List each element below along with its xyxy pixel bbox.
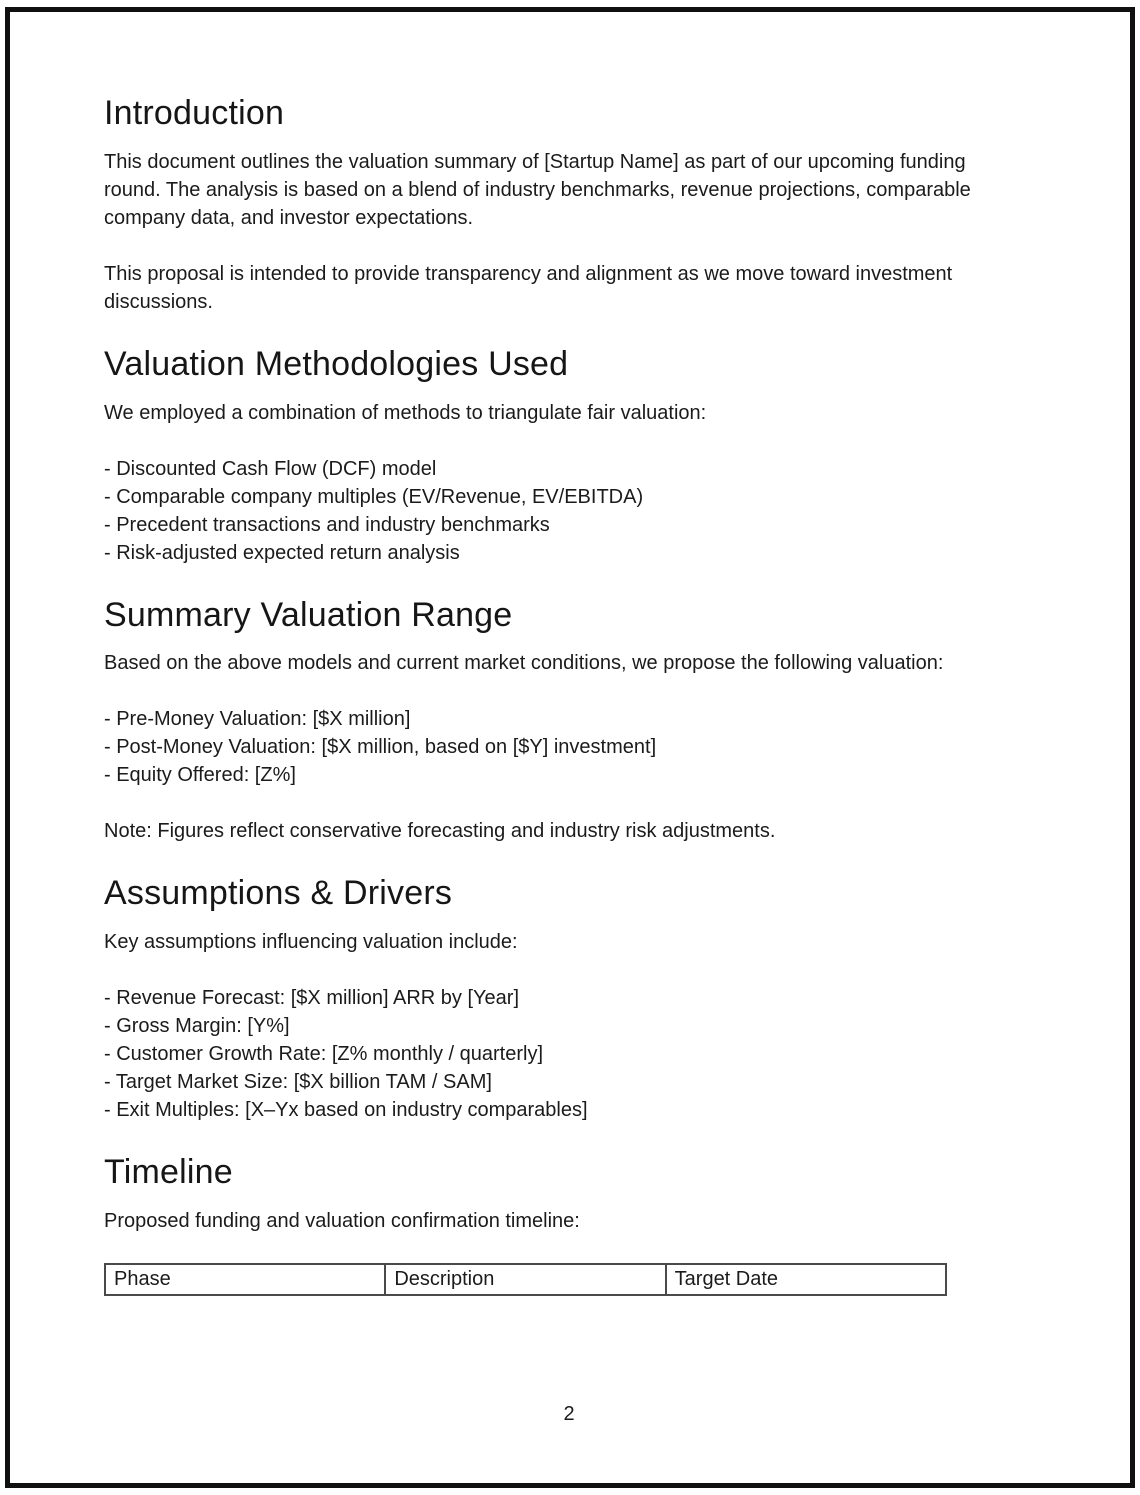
list-item: - Discounted Cash Flow (DCF) model bbox=[104, 457, 437, 480]
paragraph-introduction-1: This document outlines the valuation summary of [Startup Name] as part of our upcoming funding round. The analysis is based on a blend of industry benchmarks, revenue projections, comparable company data, and investor expectations. bbox=[104, 150, 971, 229]
list-item: - Post-Money Valuation: [$X million, based on [$Y] investment] bbox=[104, 736, 657, 759]
list-item: - Risk-adjusted expected return analysis bbox=[104, 541, 460, 564]
timeline-table bbox=[104, 1263, 947, 1296]
methodologies-list bbox=[104, 455, 1021, 567]
table-header-cell-target-date: Target Date bbox=[666, 1264, 946, 1295]
list-item: - Exit Multiples: [X–Yx based on industry comparables] bbox=[104, 1099, 588, 1122]
assumptions-list bbox=[104, 984, 1021, 1124]
section-heading-introduction: Introduction bbox=[104, 94, 285, 132]
list-item: - Target Market Size: [$X billion TAM / SAM] bbox=[104, 1071, 492, 1094]
section-heading-timeline: Timeline bbox=[104, 1153, 233, 1192]
paragraph-valuation-range-intro: Based on the above models and current market conditions, we propose the following valuation: bbox=[104, 652, 944, 675]
list-item: - Customer Growth Rate: [Z% monthly / quarterly] bbox=[104, 1043, 544, 1066]
section-heading-methodologies: Valuation Methodologies Used bbox=[104, 344, 569, 383]
list-item: - Pre-Money Valuation: [$X million] bbox=[104, 708, 411, 731]
section-heading-valuation-range: Summary Valuation Range bbox=[104, 595, 513, 634]
list-item: - Precedent transactions and industry benchmarks bbox=[104, 513, 550, 536]
paragraph-valuation-range-note: Note: Figures reflect conservative forecasting and industry risk adjustments. bbox=[104, 820, 776, 843]
paragraph-assumptions-intro: Key assumptions influencing valuation include: bbox=[104, 931, 518, 954]
list-item: - Gross Margin: [Y%] bbox=[104, 1015, 290, 1038]
valuation-range-list bbox=[104, 705, 1021, 789]
section-heading-assumptions: Assumptions & Drivers bbox=[104, 874, 453, 913]
table-header-cell-phase: Phase bbox=[105, 1264, 385, 1295]
paragraph-introduction-2: This proposal is intended to provide transparency and alignment as we move toward investment discussions. bbox=[104, 262, 953, 313]
paragraph-methodologies-intro: We employed a combination of methods to triangulate fair valuation: bbox=[104, 401, 707, 424]
list-item: - Revenue Forecast: [$X million] ARR by [Year] bbox=[104, 987, 519, 1010]
paragraph-timeline-intro: Proposed funding and valuation confirmation timeline: bbox=[104, 1209, 580, 1232]
table-header-cell-description: Description bbox=[385, 1264, 665, 1295]
document-content bbox=[104, 0, 1021, 1296]
list-item: - Comparable company multiples (EV/Revenue, EV/EBITDA) bbox=[104, 485, 644, 508]
list-item: - Equity Offered: [Z%] bbox=[104, 764, 296, 787]
table-header-row bbox=[105, 1264, 946, 1295]
page-number: 2 bbox=[563, 1403, 575, 1425]
